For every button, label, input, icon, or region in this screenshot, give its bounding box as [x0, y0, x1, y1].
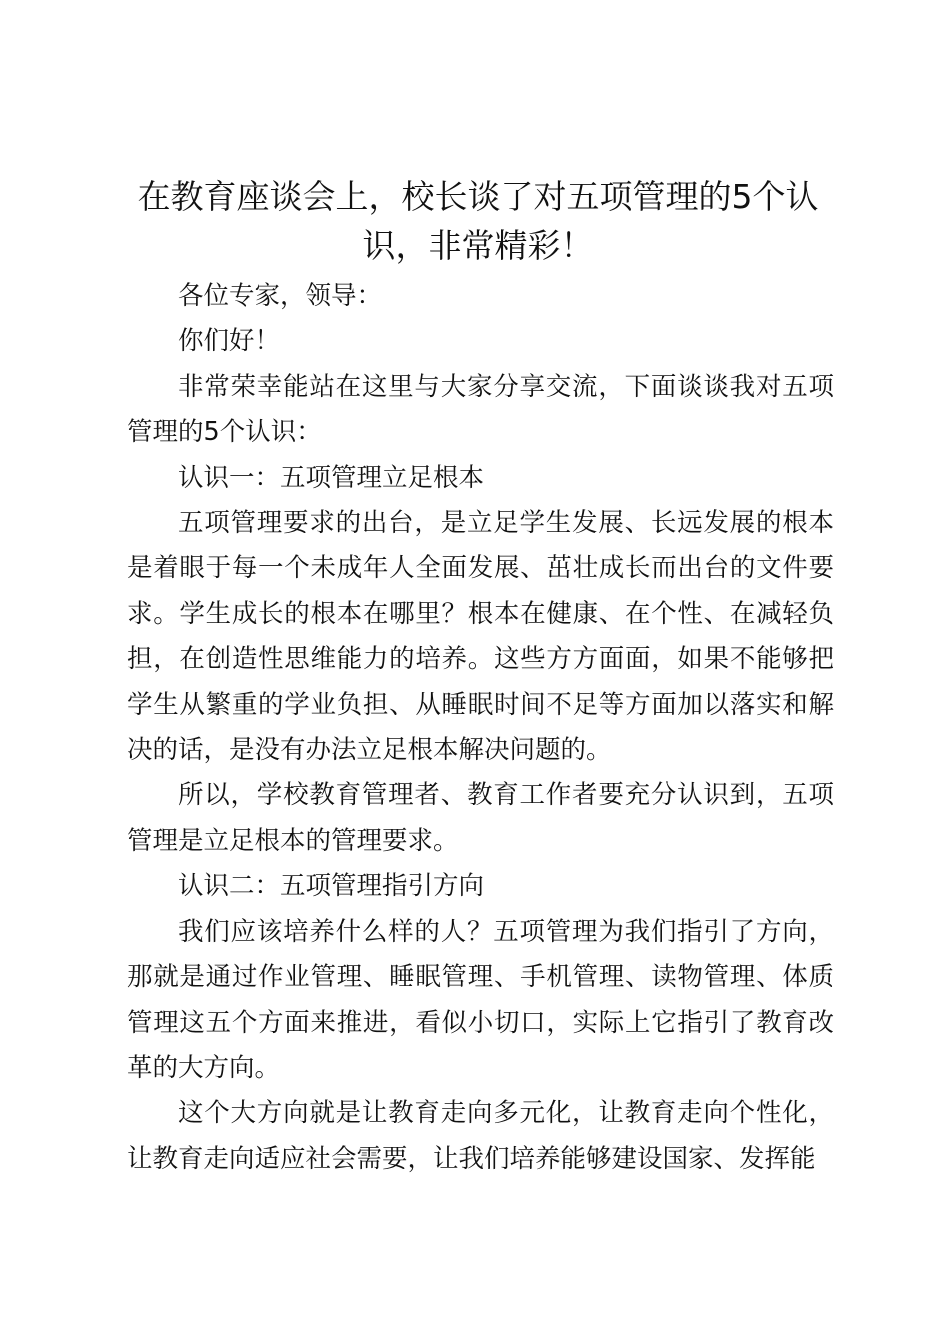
paragraph-greeting: 各位专家，领导：	[178, 281, 383, 311]
paragraph-intro: 非常荣幸能站在这里与大家分享交流，下面谈谈我对五项管理的5个认识：	[127, 371, 834, 448]
paragraph-hello: 你们好！	[178, 326, 281, 357]
paragraph-insight-two-direction: 这个大方向就是让教育走向多元化，让教育走向个性化，让教育走向适应社会需要，让我们培养能够建设国家、发挥能	[127, 1098, 834, 1174]
document-title: 在教育座谈会上，校长谈了对五项管理的5个认识，非常精彩！	[137, 177, 819, 265]
paragraph-insight-two-body: 我们应该培养什么样的人？五项管理为我们指引了方向，那就是通过作业管理、睡眠管理、手机管理、读物管理、体质管理这五个方面来推进，看似小切口，实际上它指引了教育改革的大方向。	[127, 916, 834, 1083]
heading-insight-one: 认识一：五项管理立足根本	[178, 462, 485, 493]
heading-insight-two: 认识二：五项管理指引方向	[178, 871, 485, 902]
paragraph-insight-one-conclusion: 所以，学校教育管理者、教育工作者要充分认识到，五项管理是立足根本的管理要求。	[127, 780, 834, 856]
document-body	[127, 274, 834, 1182]
paragraph-insight-one-body: 五项管理要求的出台，是立足学生发展、长远发展的根本是着眼于每一个未成年人全面发展、茁壮成长而出台的文件要求。学生成长的根本在哪里？根本在健康、在个性、在减轻负担，在创造性思维能力的培养。这些方方面面，如果不能够把学生从繁重的学业负担、从睡眠时间不足等方面加以落实和解决的话，是没有办法立足根本解决问题的。	[127, 508, 834, 766]
